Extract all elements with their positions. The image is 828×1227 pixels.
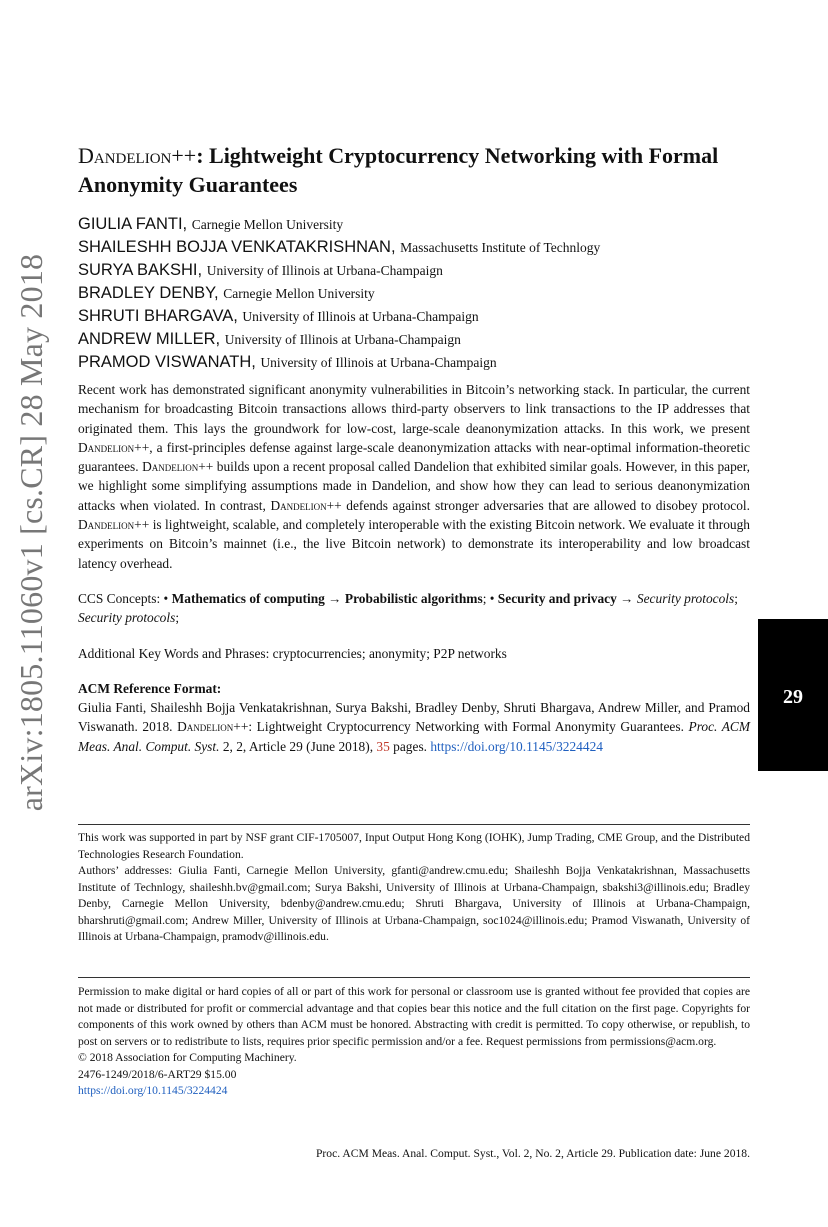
arxiv-stamp: [10, 220, 54, 845]
author-addresses: Authors’ addresses: Giulia Fanti, Carnegie Mellon University, gfanti@andrew.cmu.edu; Shaileshh Bojja Venkatakrishnan, Massachusetts Institute of Technlogy, shaileshh.bv@gmail.com; Surya Bakshi, University of Illinois at Urbana-Champaign, sbakshi3@illinois.edu; Bradley Denby, Carnegie Mellon University, bdenby@andrew.cmu.edu; Shruti Bhargava, University of Illinois at Urbana-Champaign, bharshruti@gmail.com; Andrew Miller, University of Illinois at Urbana-Champaign, soc1024@illinois.edu; Pramod Viswanath, University of Illinois at Urbana-Champaign, pramodv@illinois.edu.: [78, 864, 750, 943]
author-affiliation: University of Illinois at Urbana-Champaign: [224, 332, 461, 347]
author-entry: ANDREW MILLER, University of Illinois at Urbana-Champaign: [78, 330, 461, 348]
issn-line: 2476-1249/2018/6-ART29 $15.00: [78, 1067, 237, 1081]
keywords: Additional Key Words and Phrases: cryptocurrencies; anonymity; P2P networks: [78, 645, 507, 661]
ccs-concepts: [78, 589, 750, 628]
author-entry: BRADLEY DENBY, Carnegie Mellon University: [78, 284, 375, 302]
author-affiliation: Massachusetts Institute of Technlogy: [400, 240, 601, 255]
ccs-concept: Security protocols: [636, 590, 735, 606]
reference-doi-link[interactable]: https://doi.org/10.1145/3224424: [430, 738, 603, 754]
main-content: [78, 141, 750, 756]
reference-text: pages.: [389, 738, 431, 754]
ccs-concept: Mathematics of computing → Probabilistic algorithms: [171, 590, 483, 606]
ccs-concept: Security protocols: [78, 610, 176, 626]
abstract-system-name: Dandelion++: [78, 439, 150, 455]
reference-journal: Proc. ACM Meas. Anal. Comput. Syst.: [78, 719, 750, 754]
author-entry: SHAILESHH BOJJA VENKATAKRISHNAN, Massachusetts Institute of Technlogy: [78, 238, 601, 256]
article-number: 29: [783, 686, 803, 708]
author-entry: PRAMOD VISWANATH, University of Illinois at Urbana-Champaign: [78, 353, 497, 371]
reference-text: 2, 2, Article 29 (June 2018),: [219, 738, 377, 754]
support-note: This work was supported in part by NSF grant CIF-1705007, Input Output Hong Kong (IOHK), Jump Trading, CME Group, and the Distributed Technologies Research Foundation.: [78, 831, 750, 861]
reference-format: [78, 698, 750, 756]
author-affiliation: Carnegie Mellon University: [223, 286, 375, 301]
author-entry: SHRUTI BHARGAVA, University of Illinois at Urbana-Champaign: [78, 307, 479, 325]
author-name: GIULIA FANTI: [78, 215, 183, 233]
author-name: ANDREW MILLER: [78, 330, 216, 348]
abstract-system-name: Dandelion++: [78, 517, 150, 533]
reference-text: Giulia Fanti, Shaileshh Bojja Venkatakrishnan, Surya Bakshi, Bradley Denby, Shruti Bhargava, Andrew Miller, and Pramod Viswanath. 2018.: [78, 700, 750, 735]
abstract-system-name: Dandelion++: [142, 459, 214, 475]
author-entry: SURYA BAKSHI, University of Illinois at Urbana-Champaign: [78, 261, 443, 279]
reference-system-name: Dandelion++: [177, 719, 249, 735]
permission-rule: [78, 977, 750, 978]
title-system-name: Dandelion++: [78, 143, 197, 168]
paper-title: [78, 141, 750, 199]
abstract-text: Recent work has demonstrated significant anonymity vulnerabilities in Bitcoin’s networking stack. In particular, the current mechanism for broadcasting Bitcoin transactions allows third-party observers to link transactions to the IP addresses that originated them. This lays the groundwork for low-cost, large-scale deanonymization attacks. In this work, we present: [78, 382, 750, 436]
ccs-separator: ; •: [482, 590, 498, 606]
author-name: PRAMOD VISWANATH: [78, 353, 252, 371]
reference-pages-link[interactable]: 35: [376, 738, 390, 754]
copyright-line: © 2018 Association for Computing Machinery.: [78, 1051, 297, 1064]
author-list: [78, 213, 750, 374]
author-name: SURYA BAKSHI: [78, 261, 198, 279]
doi-link[interactable]: https://doi.org/10.1145/3224424: [78, 1084, 228, 1097]
footnote-rule: [78, 824, 750, 825]
footnotes: [78, 824, 750, 946]
permission-text: Permission to make digital or hard copies of all or part of this work for personal or classroom use is granted without fee provided that copies are not made or distributed for profit or commercial advantage and that copies bear this notice and the full citation on the first page. Copyrights for components of this work owned by others than ACM must be honored. Abstracting with credit is permitted. To copy otherwise, or republish, to post on servers or to redistribute to lists, requires prior specific permission and/or a fee. Request permissions from permissions@acm.org.: [78, 985, 750, 1048]
author-affiliation: University of Illinois at Urbana-Champaign: [242, 309, 479, 324]
article-number-tab: [758, 619, 828, 771]
abstract: [78, 380, 750, 573]
abstract-text: builds upon a recent proposal called Dandelion that exhibited similar goals. However, in this paper, we highlight some simplifying assumptions made in Dandelion, and show how they can lead to serious deanonymization attacks when violated. In contrast,: [78, 459, 751, 513]
abstract-text: is lightweight, scalable, and completely interoperable with the existing Bitcoin network. We evaluate it through experiments on Bitcoin’s mainnet (i.e., the live Bitcoin network) to demonstrate its interoperability and low broadcast latency overhead.: [78, 517, 750, 571]
title-rest: : Lightweight Cryptocurrency Networking with Formal Anonymity Guarantees: [78, 143, 719, 197]
page-footer: Proc. ACM Meas. Anal. Comput. Syst., Vol. 2, No. 2, Article 29. Publication date: June 2018.: [315, 1147, 750, 1160]
author-affiliation: Carnegie Mellon University: [191, 217, 344, 232]
abstract-text: defends against stronger adversaries that are allowed to disobey protocol.: [341, 497, 750, 513]
author-affiliation: University of Illinois at Urbana-Champaign: [260, 355, 497, 370]
author-affiliation: University of Illinois at Urbana-Champaign: [206, 263, 443, 278]
author-name: BRADLEY DENBY: [78, 284, 215, 302]
permission-block: [78, 977, 750, 1100]
ccs-separator: ;: [175, 610, 180, 626]
ccs-separator: ;: [734, 590, 738, 606]
reference-text: : Lightweight Cryptocurrency Networking with Formal Anonymity Guarantees.: [248, 719, 689, 735]
arxiv-stamp-text: arXiv:1805.11060v1 [cs.CR] 28 May 2018: [13, 253, 50, 812]
reference-heading: ACM Reference Format:: [78, 680, 222, 696]
author-entry: GIULIA FANTI, Carnegie Mellon University: [78, 215, 344, 233]
abstract-text: , a first-principles defense against large-scale deanonymization attacks with near-optimal information-theoretic guarantees.: [78, 439, 750, 475]
ccs-label: CCS Concepts: •: [78, 590, 172, 606]
author-name: SHRUTI BHARGAVA: [78, 307, 234, 325]
ccs-concept: Security and privacy →: [497, 590, 634, 606]
abstract-system-name: Dandelion++: [270, 497, 342, 513]
author-name: SHAILESHH BOJJA VENKATAKRISHNAN: [78, 238, 391, 256]
